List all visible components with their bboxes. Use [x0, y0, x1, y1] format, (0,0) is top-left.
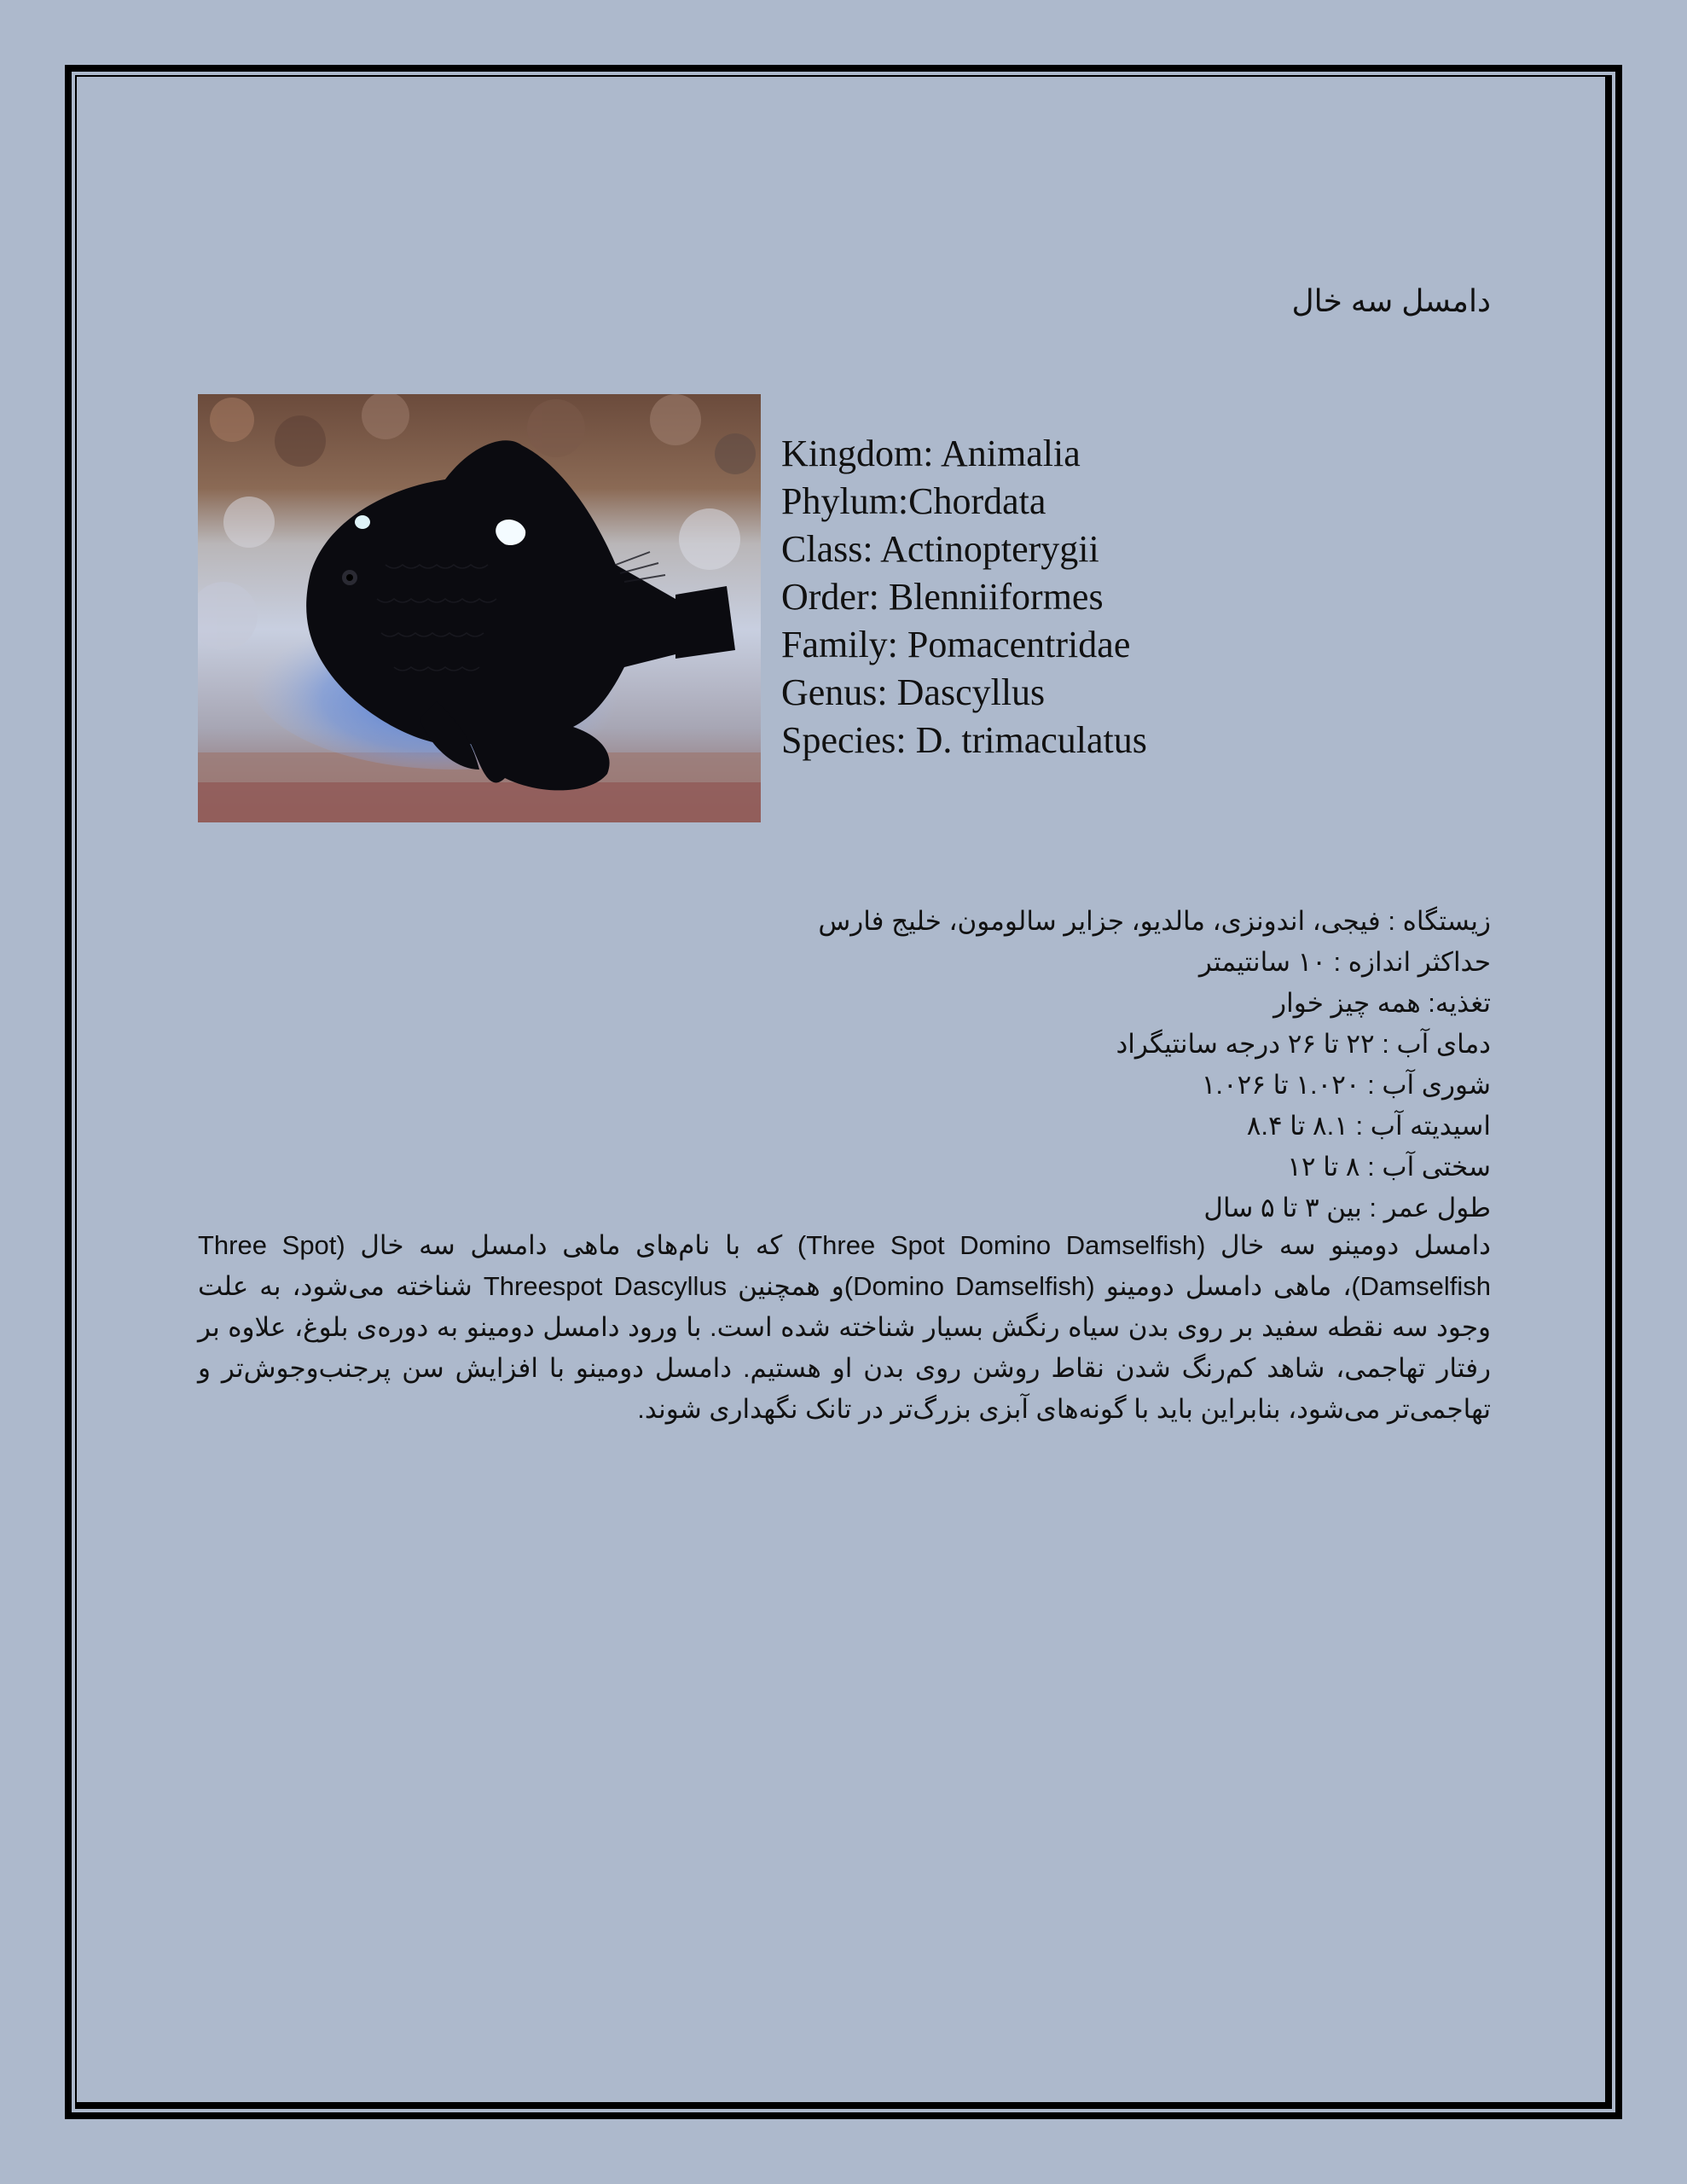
- taxonomy-list: [781, 430, 1147, 764]
- page-border-shadow-bottom: [75, 2102, 1612, 2109]
- fish-icon: [198, 394, 761, 822]
- page-border-shadow-right: [1605, 75, 1612, 2109]
- fact-diet: تغذیه: همه چیز خوار: [1273, 988, 1491, 1018]
- taxonomy-genus: Genus: Dascyllus: [781, 671, 1046, 713]
- page-title: دامسل سه خال: [1291, 283, 1491, 318]
- fact-hardness: سختی آب : ۸ تا ۱۲: [1287, 1152, 1491, 1182]
- taxonomy-class: Class: Actinopterygii: [781, 528, 1099, 570]
- taxonomy-kingdom: Kingdom: Animalia: [781, 433, 1081, 474]
- fact-habitat: زیستگاه : فیجی، اندونزی، مالدیو، جزایر سالومون، خلیج فارس: [818, 906, 1491, 936]
- taxonomy-order: Order: Blenniiformes: [781, 576, 1104, 618]
- fact-ph: اسیدیته آب : ۸.۱ تا ۸.۴: [1246, 1111, 1491, 1141]
- fact-max-size: حداکثر اندازه : ۱۰ سانتیمتر: [1198, 947, 1491, 977]
- taxonomy-family: Family: Pomacentridae: [781, 624, 1131, 665]
- fact-lifespan: طول عمر : بین ۳ تا ۵ سال: [1203, 1193, 1491, 1223]
- taxonomy-phylum: Phylum:Chordata: [781, 480, 1046, 522]
- taxonomy-species: Species: D. trimaculatus: [781, 719, 1147, 761]
- fact-salinity: شوری آب : ۱.۰۲۰ تا ۱.۰۲۶: [1201, 1070, 1491, 1100]
- description-paragraph: دامسل دومینو سه خال (Three Spot Domino Damselfish) که با نام‌های ماهی دامسل سه خال (Three Spot Damselfish)، ماهی دامسل دومینو (Domino Damselfish)و همچنین Threespot Dascyllus شناخته می‌شود، به علت وجود سه نقطه سفید بر روی بدن سیاه رنگش بسیار شناخته شده است. با ورود دامسل دومینو به دوره‌ی بلوغ، علاوه بر رفتار تهاجمی، شاهد کم‌رنگ شدن نقاط روشن روی بدن او هستیم. دامسل دومینو با افزایش سن پرجنب‌وجوش‌تر و تهاجمی‌تر می‌شود، بنابراین باید با گونه‌های آبزی بزرگ‌تر در تانک نگهداری شوند.: [198, 1230, 1491, 1424]
- fact-water-temperature: دمای آب : ۲۲ تا ۲۶ درجه سانتیگراد: [1116, 1029, 1491, 1059]
- care-facts-list: [194, 901, 1491, 1228]
- damselfish-photo: [198, 394, 761, 822]
